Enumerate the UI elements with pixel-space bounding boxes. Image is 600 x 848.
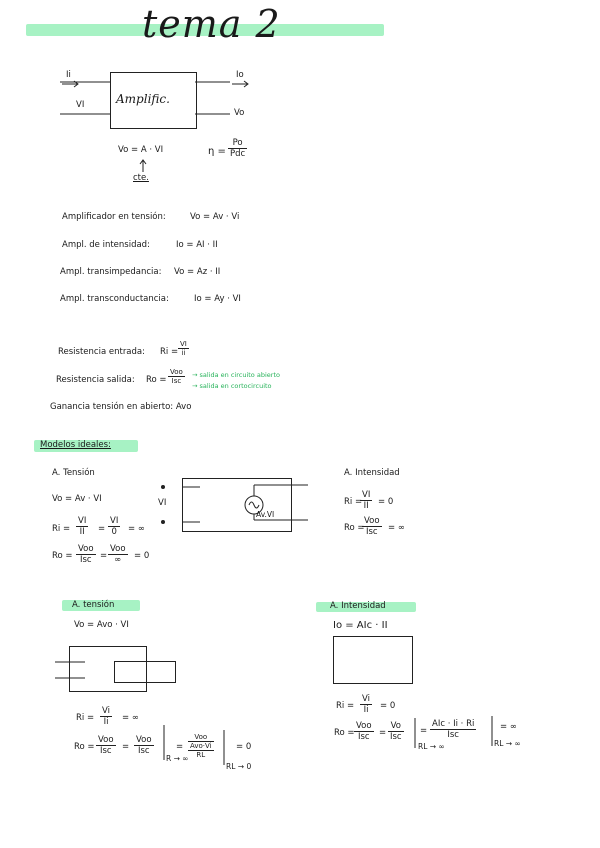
bottom-right-ro-frac3 — [430, 719, 476, 740]
frac-num: Voo — [188, 733, 214, 742]
bottom-right-ro-lhs: Ro = — [334, 728, 355, 738]
type-transconductance-eq: Io = Ay · VI — [194, 294, 241, 304]
output-voltage-label: Vo — [234, 108, 245, 118]
bottom-left-ri-result: = ∞ — [122, 713, 139, 723]
equals-sign: = — [420, 726, 428, 736]
ideal-models-heading: Modelos ideales: — [40, 440, 111, 450]
circuit-input-voltage: VI — [158, 498, 167, 508]
type-voltage-label: Amplificador en tensión: — [62, 212, 166, 222]
bottom-right-ro-frac2 — [388, 721, 404, 742]
bottom-left-box-small — [114, 661, 176, 683]
frac-num: Vi — [102, 706, 110, 716]
frac-den: II — [79, 527, 85, 537]
amplifier-label: Amplific. — [116, 92, 170, 106]
input-resistance-den: ii — [181, 349, 186, 357]
ideal-voltage-ri-lhs: Ri = — [52, 524, 71, 534]
eta-fraction — [228, 138, 247, 159]
frac-num: Voo — [356, 721, 372, 731]
ideal-voltage-ro-frac1 — [76, 544, 96, 565]
frac-den: 0 — [111, 527, 117, 537]
frac-num: Voo — [98, 735, 114, 745]
ideal-current-ri-frac — [360, 490, 372, 511]
type-current-eq: Io = AI · II — [176, 240, 218, 250]
ideal-current-ro-frac — [362, 516, 382, 537]
frac-num: Voo — [136, 735, 152, 745]
eta-denominator: Pdc — [230, 149, 246, 159]
bottom-right-ro-frac1 — [354, 721, 374, 742]
ideal-current-ri-lhs: Ri = — [344, 497, 363, 507]
frac-den: RL — [196, 751, 206, 759]
type-transimpedance-label: Ampl. transimpedancia: — [60, 267, 162, 277]
equals-sign: = — [100, 551, 108, 561]
type-transimpedance-eq: Vo = Az · II — [174, 267, 221, 277]
ideal-voltage-eq: Vo = Av · VI — [52, 494, 102, 504]
frac-num: Voo — [78, 544, 94, 554]
frac-den: Isc — [447, 730, 459, 740]
frac-den: Isc — [99, 746, 112, 756]
frac-num: Voo — [110, 544, 126, 554]
bottom-right-ri-result: = 0 — [380, 701, 396, 711]
eta-label: η = — [208, 146, 226, 157]
frac-num: Voo — [364, 516, 380, 526]
bottom-left-ri-frac — [100, 706, 112, 727]
input-resistance-num: VI — [180, 340, 187, 348]
frac-num: Vi — [362, 694, 370, 704]
frac-num: VI — [78, 516, 87, 526]
ideal-current-ro-result: = ∞ — [388, 523, 405, 533]
bottom-right-ri-lhs: Ri = — [336, 701, 355, 711]
note-short-circuit: → salida en cortocircuito — [192, 382, 272, 390]
input-resistance-label: Resistencia entrada: — [58, 347, 145, 357]
bottom-right-box — [333, 636, 413, 684]
input-current-label: Ii — [66, 70, 71, 80]
frac-den: Isc — [79, 555, 92, 565]
bottom-right-ri-frac — [360, 694, 372, 715]
open-gain-label: Ganancia tensión en abierto: Avo — [50, 402, 192, 412]
output-current-label: Io — [236, 70, 244, 80]
type-current-label: Ampl. de intensidad: — [62, 240, 150, 250]
ideal-voltage-ro-frac2 — [108, 544, 128, 565]
output-resistance-num: Voo — [170, 368, 183, 376]
bottom-left-ri-lhs: Ri = — [76, 713, 95, 723]
bottom-left-condition2: RL → 0 — [226, 762, 252, 771]
ideal-voltage-ri-frac2 — [108, 516, 120, 537]
bottom-left-ro-frac2 — [134, 735, 154, 756]
equals-sign: = — [98, 524, 106, 534]
bottom-left-ro-lhs: Ro = — [74, 742, 95, 752]
frac-den: II — [363, 501, 369, 511]
note-open-circuit: → salida en circuito abierto — [192, 371, 280, 379]
frac-den: Ii — [363, 705, 369, 715]
type-transconductance-label: Ampl. transconductancia: — [60, 294, 169, 304]
ideal-voltage-ro-result: = 0 — [134, 551, 150, 561]
bottom-right-condition2: RL → ∞ — [494, 739, 521, 748]
output-resistance-den: Isc — [171, 377, 182, 385]
bottom-left-ro-result: = 0 — [236, 742, 252, 752]
ideal-voltage-heading: A. Tensión — [52, 468, 95, 478]
ideal-voltage-ro-lhs: Ro = — [52, 551, 73, 561]
ideal-voltage-circuit-box — [182, 478, 292, 532]
frac-den: Avo·Vi — [190, 742, 212, 750]
input-resistance-lhs: Ri = — [160, 347, 179, 357]
equals-sign: = — [122, 742, 130, 752]
bottom-right-condition1: RL → ∞ — [418, 742, 445, 751]
ideal-voltage-ri-result: = ∞ — [128, 524, 145, 534]
output-resistance-label: Resistencia salida: — [56, 375, 135, 385]
ideal-current-ri-result: = 0 — [378, 497, 394, 507]
eta-numerator: Po — [228, 138, 247, 149]
bottom-left-condition1: R → ∞ — [166, 754, 189, 763]
bottom-left-ro-inner-frac — [188, 733, 214, 759]
bottom-right-heading: A. Intensidad — [330, 601, 386, 611]
input-voltage-label: VI — [76, 100, 85, 110]
bottom-right-ro-result: = ∞ — [500, 722, 517, 732]
frac-den: Isc — [137, 746, 150, 756]
frac-num: VI — [110, 516, 119, 526]
circuit-source-label: Av.VI — [256, 510, 275, 519]
frac-den: ∞ — [114, 555, 122, 565]
ideal-voltage-ri-frac1 — [76, 516, 88, 537]
frac-den: Isc — [390, 732, 402, 742]
equals-sign: = — [176, 742, 184, 752]
frac-num: Vo — [388, 721, 404, 732]
bottom-left-ro-frac1 — [96, 735, 116, 756]
bottom-right-eq: Io = AIc · II — [333, 620, 388, 631]
gain-equation: Vo = A · VI — [118, 145, 164, 155]
type-voltage-eq: Vo = Av · Vi — [190, 212, 240, 222]
bottom-left-heading: A. tensión — [72, 600, 115, 610]
frac-den: Ii — [103, 717, 109, 727]
page-title: tema 2 — [142, 2, 281, 46]
ideal-current-heading: A. Intensidad — [344, 468, 400, 478]
ideal-current-ro-lhs: Ro = — [344, 523, 365, 533]
frac-den: Isc — [357, 732, 370, 742]
equals-sign: = — [379, 728, 387, 738]
cte-label: cte. — [133, 173, 149, 183]
output-resistance-lhs: Ro = — [146, 375, 167, 385]
frac-den: Isc — [365, 527, 378, 537]
frac-num: AIc · Ii · Ri — [432, 719, 475, 729]
input-resistance-fraction — [178, 340, 189, 357]
frac-num: VI — [362, 490, 371, 500]
output-resistance-fraction — [168, 368, 185, 385]
bottom-left-eq: Vo = Avo · VI — [74, 620, 129, 630]
